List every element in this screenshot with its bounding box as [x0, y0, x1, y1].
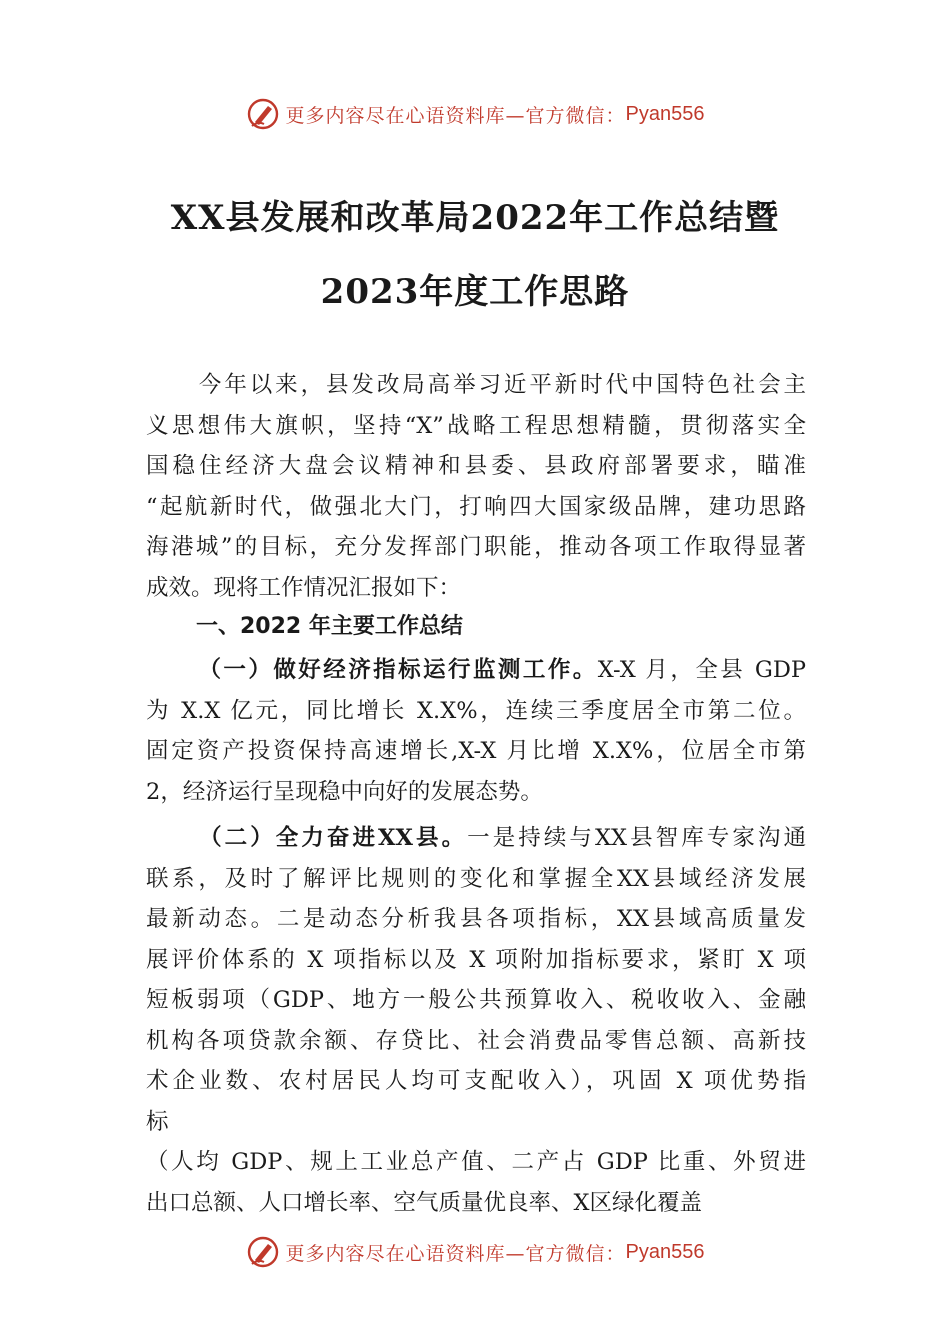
paragraph-line: （二）全力奋进XX县。一是持续与XX县智库专家沟通	[196, 825, 806, 851]
paragraph-line: 固定资产投资保持高速增长,X-X 月比增 X.X%，位居全市第	[146, 738, 806, 764]
item2-paragraph	[146, 818, 806, 1142]
item1-label: （一）做好经济指标运行监测工作。	[196, 657, 598, 683]
paragraph-line: 最新动态。二是动态分析我县各项指标，XX县域高质量发	[146, 906, 806, 932]
paragraph-line: 成效。现将工作情况汇报如下：	[146, 574, 462, 601]
paragraph-line: 为 X.X 亿元，同比增长 X.X%，连续三季度居全市第二位。	[146, 697, 806, 724]
document-title-line2: 2023年度工作思路	[320, 272, 630, 312]
paragraph-line: 出口总额、人口增长率、空气质量优良率、X区绿化覆盖	[146, 1189, 703, 1216]
paragraph-line: 海港城”的目标，充分发挥部门职能，推动各项工作取得显著	[146, 534, 806, 560]
item2-label: （二）全力奋进XX县。	[196, 825, 468, 851]
watermark-account: Pyan556	[625, 102, 705, 125]
paragraph-line: 展评价体系的 X 项指标以及 X 项附加指标要求，紧盯 X 项	[146, 946, 806, 973]
watermark-banner-top	[0, 94, 950, 134]
paragraph-line: （一）做好经济指标运行监测工作。X-X 月，全县 GDP	[196, 657, 806, 683]
pen-circle-logo-icon	[246, 1235, 280, 1269]
paragraph-line: （人均 GDP、规上工业总产值、二产占 GDP 比重、外贸进	[146, 1149, 806, 1175]
paragraph-line: 今年以来，县发改局高举习近平新时代中国特色社会主	[196, 372, 806, 398]
paragraph-line: 标	[146, 1108, 169, 1135]
paragraph-line: 机构各项贷款余额、存贷比、社会消费品零售总额、高新技	[146, 1027, 806, 1054]
paragraph-line: “起航新时代，做强北大门，打响四大国家级品牌，建功思路	[146, 493, 806, 520]
item1-paragraph	[146, 650, 806, 812]
section-heading: 一、2022 年主要工作总结	[196, 614, 463, 639]
document-title-line1: XX县发展和改革局2022年工作总结暨	[170, 198, 780, 238]
paragraph-line: 术企业数、农村居民人均可支配收入），巩固 X 项优势指	[146, 1068, 806, 1094]
paragraph-line: 短板弱项（GDP、地方一般公共预算收入、税收收入、金融	[146, 987, 806, 1013]
watermark-text: 更多内容尽在心语资料库—官方微信：	[285, 1242, 626, 1265]
continuation-paragraph	[146, 1142, 806, 1223]
intro-paragraph	[146, 365, 806, 608]
watermark-banner-bottom	[0, 1232, 950, 1272]
paragraph-line: 2，经济运行呈现稳中向好的发展态势。	[146, 778, 543, 805]
pen-circle-logo-icon	[246, 97, 280, 131]
paragraph-line: 义思想伟大旗帜，坚持“X”战略工程思想精髓，贯彻落实全	[146, 412, 806, 439]
watermark-account: Pyan556	[625, 1240, 705, 1263]
paragraph-line: 联系，及时了解评比规则的变化和掌握全XX县域经济发展	[146, 865, 806, 892]
paragraph-line: 国稳住经济大盘会议精神和县委、县政府部署要求，瞄准	[146, 453, 806, 479]
watermark-text: 更多内容尽在心语资料库—官方微信：	[285, 104, 626, 127]
